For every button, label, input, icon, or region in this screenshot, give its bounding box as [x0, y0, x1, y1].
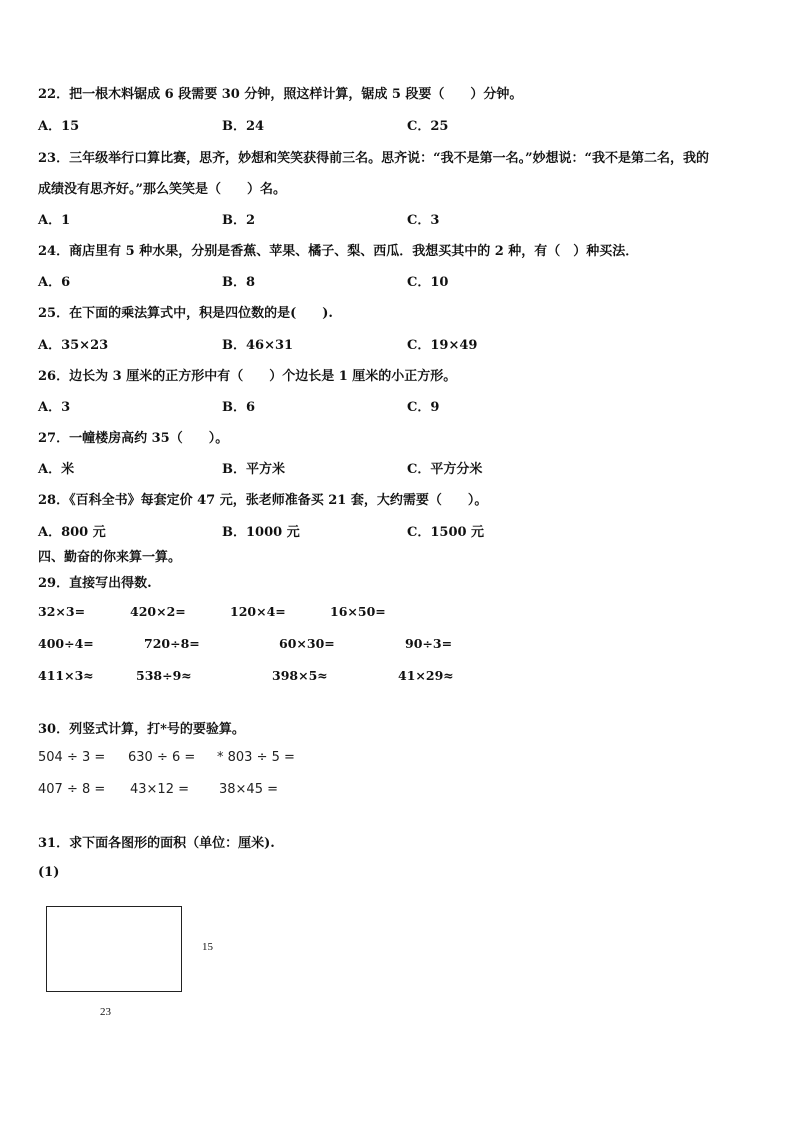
q23-option-a: A．1 — [38, 213, 71, 228]
q29-item: 90÷3= — [405, 636, 453, 651]
q30-item: 38×45 = — [219, 782, 279, 797]
q29-item: 398×5≈ — [272, 668, 328, 683]
q30-item: 504 ÷ 3 = — [38, 750, 106, 765]
q24-option-c: C．10 — [407, 275, 449, 290]
q22-option-c: C．25 — [407, 119, 449, 134]
q30-item: 407 ÷ 8 = — [38, 782, 106, 797]
q28-option-c: C．1500 元 — [407, 525, 485, 540]
q25-option-c: C．19×49 — [407, 338, 478, 353]
question-23-cont: 成绩没有思齐好。”那么笑笑是（ ）名。 — [38, 182, 286, 197]
question-22: 22．把一根木料锯成 6 段需要 30 分钟，照这样计算，锯成 5 段要（ ）分钟。 — [38, 87, 523, 102]
question-26: 26．边长为 3 厘米的正方形中有（ ）个边长是 1 厘米的小正方形。 — [38, 369, 457, 384]
q22-option-a: A．15 — [38, 119, 80, 134]
question-24: 24．商店里有 5 种水果，分别是香蕉、苹果、橘子、梨、西瓜．我想买其中的 2 种，有（ ）种买法． — [38, 244, 639, 259]
q29-item: 32×3= — [38, 604, 86, 619]
q24-option-a: A．6 — [38, 275, 71, 290]
q26-option-c: C．9 — [407, 400, 440, 415]
q29-item: 538÷9≈ — [136, 668, 192, 683]
rectangle-figure — [46, 906, 182, 992]
question-29-title: 29．直接写出得数. — [38, 576, 152, 591]
q29-item: 411×3≈ — [38, 668, 94, 683]
q28-option-b: B．1000 元 — [222, 525, 300, 540]
question-25: 25．在下面的乘法算式中，积是四位数的是( ). — [38, 306, 333, 321]
question-28: 28．《百科全书》每套定价 47 元，张老师准备买 21 套，大约需要（ ）。 — [38, 493, 488, 508]
q30-item: 630 ÷ 6 = — [128, 750, 196, 765]
q27-option-a: A．米 — [38, 462, 75, 477]
q26-option-a: A．3 — [38, 400, 71, 415]
question-31-sub: (1) — [38, 865, 60, 880]
q30-item: * 803 ÷ 5 = — [217, 750, 295, 765]
q29-item: 120×4= — [230, 604, 286, 619]
q29-item: 400÷4= — [38, 636, 94, 651]
rectangle-width-label: 23 — [100, 1006, 111, 1018]
q22-option-b: B．24 — [222, 119, 265, 134]
q28-option-a: A．800 元 — [38, 525, 106, 540]
q26-option-b: B．6 — [222, 400, 256, 415]
section-heading: 四、勤奋的你来算一算。 — [38, 550, 182, 565]
q25-option-a: A．35×23 — [38, 338, 109, 353]
q29-item: 420×2= — [130, 604, 186, 619]
q30-item: 43×12 = — [130, 782, 190, 797]
question-31-title: 31．求下面各图形的面积（单位：厘米). — [38, 836, 275, 851]
q23-option-c: C．3 — [407, 213, 440, 228]
rectangle-height-label: 15 — [202, 941, 213, 953]
question-23: 23．三年级举行口算比赛，思齐，妙想和笑笑获得前三名。思齐说：“我不是第一名。”妙想说：“我不是第二名，我的 — [38, 151, 710, 166]
q27-option-c: C．平方分米 — [407, 462, 483, 477]
q24-option-b: B．8 — [222, 275, 256, 290]
q29-item: 41×29≈ — [398, 668, 454, 683]
q25-option-b: B．46×31 — [222, 338, 294, 353]
question-27: 27．一幢楼房高约 35（ ）。 — [38, 431, 229, 446]
q27-option-b: B．平方米 — [222, 462, 285, 477]
q29-item: 16×50= — [330, 604, 386, 619]
q29-item: 720÷8= — [144, 636, 200, 651]
question-30-title: 30．列竖式计算，打*号的要验算。 — [38, 722, 245, 737]
q29-item: 60×30= — [279, 636, 335, 651]
q23-option-b: B．2 — [222, 213, 256, 228]
